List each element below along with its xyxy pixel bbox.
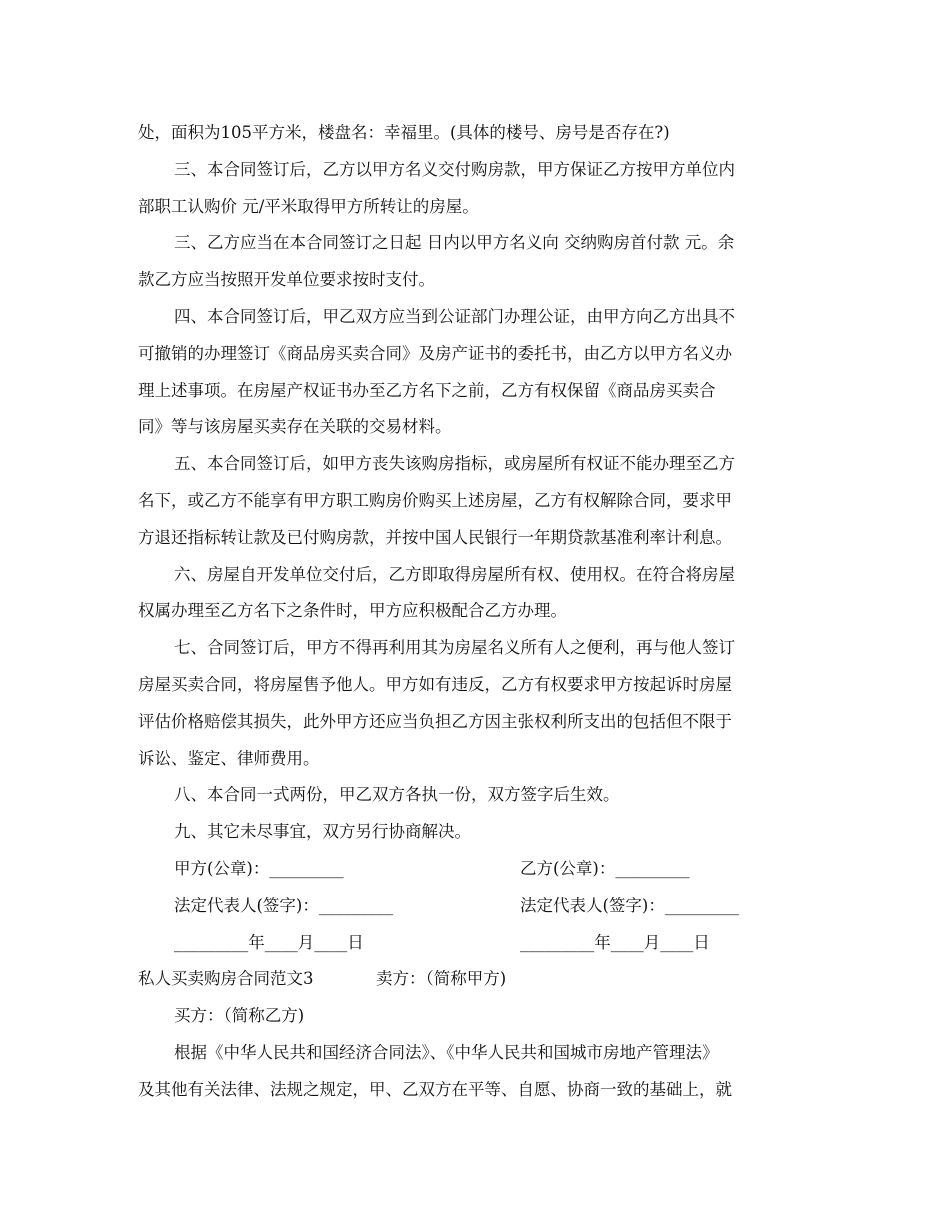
clause-7: 七、合同签订后，甲方不得再利用其为房屋名义所有人之便利，再与他人签订: [174, 638, 735, 658]
seller-label: 卖方：（简称甲方): [376, 969, 507, 989]
document-body: [138, 115, 814, 1109]
next-contract-header: [138, 961, 814, 998]
clause-5: 五、本合同签订后，如甲方丧失该购房指标，或房屋所有权证不能办理至乙方: [174, 454, 735, 474]
clause-8: 八、本合同一式两份，甲乙双方各执一份，双方签字后生效。: [174, 785, 620, 805]
text-line: 评估价格赔偿其损失，此外甲方还应当负担乙方因主张权利所支出的包括但不限于: [138, 711, 732, 731]
text-line: 诉讼、鉴定、律师费用。: [138, 748, 320, 768]
text-line: 名下，或乙方不能享有甲方职工购房价购买上述房屋，乙方有权解除合同，要求甲: [138, 490, 732, 510]
party-b-seal: 乙方(公章)：_________: [520, 858, 690, 878]
text-line: 方退还指标转让款及已付购房款，并按中国人民银行一年期贷款基准利率计利息。: [138, 527, 732, 547]
clause-6: 六、房屋自开发单位交付后，乙方即取得房屋所有权、使用权。在符合将房屋: [174, 564, 735, 584]
buyer-label: 买方：（简称乙方): [174, 1006, 305, 1026]
clause-3a: 三、本合同签订后，乙方以甲方名义交付购房款，甲方保证乙方按甲方单位内: [174, 159, 735, 179]
text-line: 权属办理至乙方名下之条件时，甲方应积极配合乙方办理。: [138, 601, 567, 621]
text-line: 可撤销的办理签订《商品房买卖合同》及房产证书的委托书，由乙方以甲方名义办: [138, 343, 732, 363]
clause-3b: 三、乙方应当在本合同签订之日起 日内以甲方名义向 交纳购房首付款 元。余: [174, 233, 735, 253]
text-line: 部职工认购价 元/平米取得甲方所转让的房屋。: [138, 196, 479, 216]
clause-9: 九、其它未尽事宜，双方另行协商解决。: [174, 822, 471, 842]
next-contract-title: 私人买卖购房合同范文3: [138, 969, 314, 989]
party-a-seal: 甲方(公章)：_________: [174, 858, 344, 878]
text-line: 房屋买卖合同，将房屋售予他人。甲方如有违反，乙方有权要求甲方按起诉时房屋: [138, 674, 732, 694]
preamble-line: 根据《中华人民共和国经济合同法》、《中华人民共和国城市房地产管理法》: [174, 1042, 719, 1062]
signature-row-seal: [138, 851, 814, 888]
preamble-line: 及其他有关法律、法规之规定，甲、乙双方在平等、自愿、协商一致的基础上，就: [138, 1079, 732, 1099]
signature-row-rep: [138, 888, 814, 925]
party-b-representative: 法定代表人(签字)：_________: [520, 895, 740, 915]
party-b-date: _________年____月____日: [520, 932, 710, 952]
text-line: 处，面积为105平方米，楼盘名：幸福里。(具体的楼号、房号是否存在?): [138, 123, 670, 142]
party-a-date: _________年____月____日: [174, 932, 364, 952]
text-line: 理上述事项。在房屋产权证书办至乙方名下之前，乙方有权保留《商品房买卖合: [138, 380, 716, 400]
signature-row-date: [138, 925, 814, 962]
party-a-representative: 法定代表人(签字)：_________: [174, 895, 394, 915]
text-line: 同》等与该房屋买卖存在关联的交易材料。: [138, 417, 452, 437]
clause-4: 四、本合同签订后，甲乙双方应当到公证部门办理公证，由甲方向乙方出具不: [174, 306, 735, 326]
text-line: 款乙方应当按照开发单位要求按时支付。: [138, 270, 435, 290]
